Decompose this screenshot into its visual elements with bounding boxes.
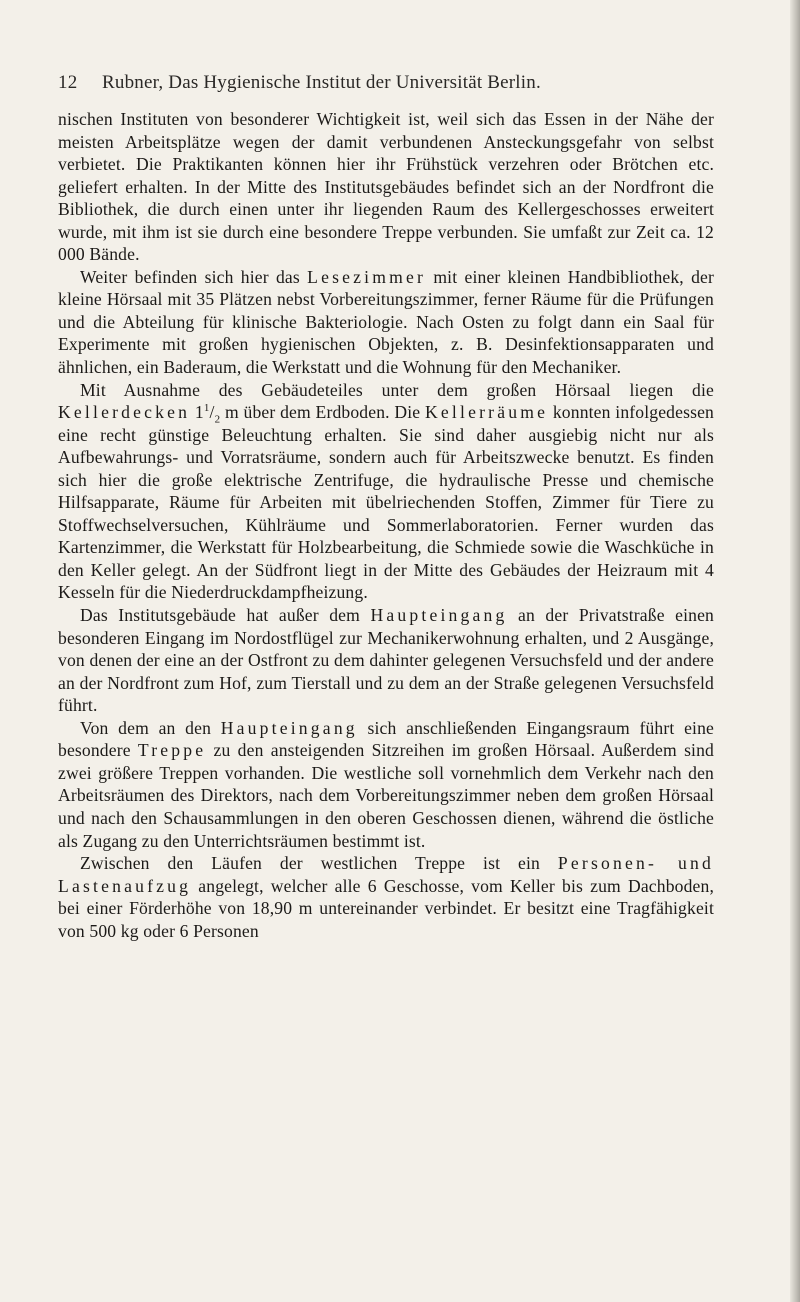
running-title: Rubner, Das Hygienische Institut der Universität Berlin. <box>102 72 541 93</box>
spaced-term: Lesezimmer <box>307 266 427 287</box>
spaced-term: Kellerräume <box>425 402 549 423</box>
text-run: mit einer kleinen Handbibliothek, der kleine Hörsaal mit 35 Plätzen nebst Vorbereitungszimmer, ferner Räume für die Prüfungen und die Abteilung für klinische Bakteriologie. Nach Osten zu folgt dann ein Saal für Experimente mit großen hygienischen Objekten, z. B. Desinfektionsapparaten und ähnlichen, ein Baderaum, die Werkstatt und die Wohnung für den Mechaniker. <box>58 266 715 378</box>
text-run: Das Institutsgebäude hat außer dem <box>80 605 371 626</box>
page-edge <box>790 0 800 1302</box>
running-header <box>58 72 698 94</box>
spaced-term: Haupteingang <box>370 605 508 626</box>
text-run: 1 <box>190 402 204 423</box>
text-run: an der Privatstraße einen besonderen Eingang im Nordostflügel zur Mechanikerwohnung erhalten, und 2 Ausgänge, von denen der eine an der Ostfront zu dem dahinter gelegenen Versuchsfeld und der andere an der Nordfront zum Hof, zum Tierstall und zu dem an der Straße gelegenen Versuchsfeld führt. <box>58 605 714 716</box>
paragraph-2 <box>58 266 714 379</box>
body-text <box>58 108 714 942</box>
fraction-denominator: 2 <box>214 413 221 426</box>
text-run: Mit Ausnahme des Gebäudeteiles unter dem großen Hörsaal liegen die <box>80 379 714 400</box>
text-run: Zwischen den Läufen der westlichen Treppe ist ein <box>80 853 558 874</box>
text-run: m über dem Erdboden. Die <box>220 402 425 423</box>
text-run: Von dem an den <box>80 717 221 738</box>
fraction-numerator: 1 <box>203 402 210 415</box>
text-run: zu den ansteigenden Sitzreihen im großen Hörsaal. Außerdem sind zwei größere Treppen vorhanden. Die westliche soll vornehmlich dem Verkehr nach den Arbeitsräumen des Direktors, nach dem Vorbereitungszimmer neben dem großen Hörsaal und nach den Schausammlungen in den oberen Geschossen dienen, während die östliche als Zugang zu den Unterrichtsräumen bestimmt ist. <box>58 740 714 851</box>
text-run: angelegt, welcher alle 6 Geschosse, vom Keller bis zum Dachboden, bei einer Förderhöhe von 18,90 m untereinander verbindet. Er besitzt eine Tragfähigkeit von 500 kg oder 6 Personen <box>58 875 714 941</box>
paragraph-1 <box>58 108 714 266</box>
paragraph-3 <box>58 379 714 604</box>
paragraph-4 <box>58 604 714 717</box>
text-run: sich anschließenden Eingangsraum führt eine besondere <box>58 717 714 761</box>
spaced-term: Treppe <box>137 740 207 761</box>
paragraph-5 <box>58 717 714 852</box>
page-number: 12 <box>58 72 78 93</box>
text-run: nischen Instituten von besonderer Wichtigkeit ist, weil sich das Essen in der Nähe der meisten Arbeitsplätze wegen der damit verbundenen Ansteckungsgefahr von selbst verbietet. Die Praktikanten können hier ihr Frühstück verzehren oder Brötchen etc. geliefert erhalten. In der Mitte des Institutsgebäudes befindet sich an der Nordfront die Bibliothek, die durch einen unter ihr liegenden Raum des Kellergeschosses erweitert wurde, mit ihm ist sie durch eine besondere Treppe verbunden. Sie umfaßt zur Zeit ca. 12 000 Bände. <box>58 109 714 265</box>
spaced-term: Haupteingang <box>220 717 358 738</box>
spaced-term: Kellerdecken <box>58 402 191 423</box>
spaced-term: Personen- und Lastenaufzug <box>58 853 714 896</box>
paragraph-6 <box>58 852 714 942</box>
text-run: konnten infolgedessen eine recht günstige Beleuchtung erhalten. Sie sind daher ausgiebig nicht nur als Aufbewahrungs- und Vorratsräume, sondern auch für Arbeitszwecke benutzt. Es finden sich hier die große elektrische Zentrifuge, die hydraulische Presse und chemische Hilfsapparate, Räume für Arbeiten mit übelriechenden Stoffen, Zimmer für Tiere zu Stoffwechselversuchen, Kühlräume und Sommerlaboratorien. Ferner wurden das Kartenzimmer, die Werkstatt für Holzbearbeitung, die Schmiede sowie die Waschküche in den Keller gelegt. An der Südfront liegt in der Mitte des Gebäudes der Heizraum mit 4 Kesseln für die Niederdruckdampfheizung. <box>58 402 714 603</box>
fraction-slash: / <box>209 402 215 423</box>
text-run: Weiter befinden sich hier das <box>80 266 308 287</box>
